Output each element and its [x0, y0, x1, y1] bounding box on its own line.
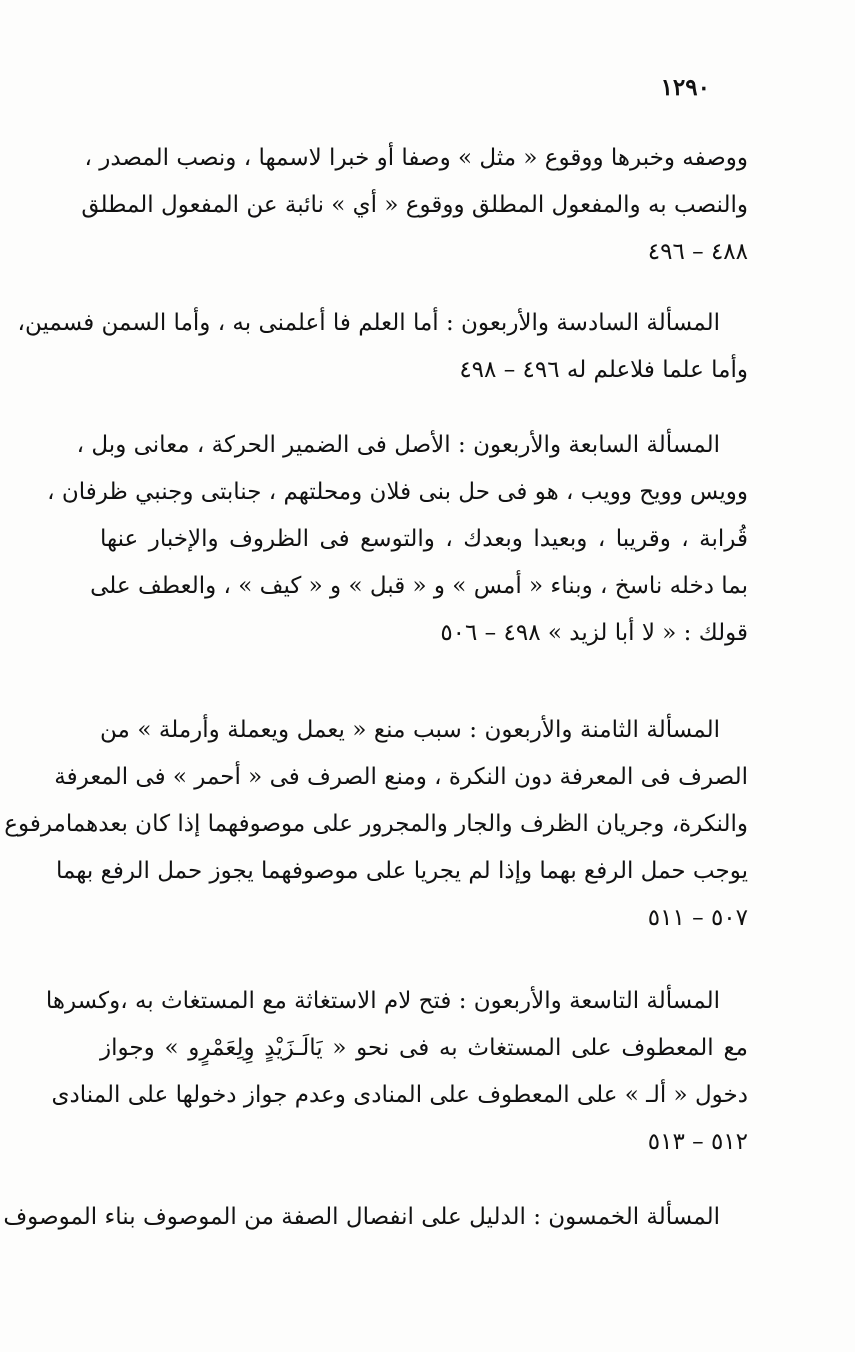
entry-heading-line: المسألة السادسة والأربعون : أما العلم فا أعلمنى به ، وأما السمن فسمين، [17, 310, 720, 336]
entry-line: بما دخله ناسخ ، وبناء « أمس » و « قبل » و « كيف » ، والعطف على [90, 573, 748, 599]
entry-heading-line: المسألة التاسعة والأربعون : فتح لام الاستغاثة مع المستغاث به ،وكسرها [45, 988, 720, 1014]
index-entry [17, 300, 748, 394]
index-entry [81, 135, 748, 276]
entry-heading-line: المسألة الثامنة والأربعون : سبب منع « يعمل ويعملة وأرملة » من [100, 717, 720, 743]
index-entry [3, 1194, 748, 1241]
entry-line: والنكرة، وجريان الظرف والجار والمجرور على موصوفهما إذا كان بعدهمامرفوع [4, 811, 748, 837]
index-entry [45, 978, 748, 1166]
entry-line: دخول « ألـ » على المعطوف على المنادى وعدم جواز دخولها على المنادى [51, 1082, 748, 1108]
index-entry [47, 422, 748, 657]
page-range: ٥١٢ – ٥١٣ [647, 1129, 748, 1155]
entry-line: وأما علما فلاعلم له ٤٩٦ – ٤٩٨ [459, 357, 748, 383]
entry-line: يوجب حمل الرفع بهما وإذا لم يجريا على موصوفهما يجوز حمل الرفع بهما [56, 858, 748, 884]
page-number: ١٢٩٠ [660, 74, 710, 101]
page-range: ٤٨٨ – ٤٩٦ [647, 239, 748, 265]
index-entry [4, 707, 748, 942]
entry-line: والنصب به والمفعول المطلق ووقوع « أي » نائبة عن المفعول المطلق [81, 192, 748, 218]
index-content [3, 135, 748, 1241]
entry-line: قُرابة ، وقريبا ، وبعيدا وبعدك ، والتوسع فى الظروف والإخبار عنها [100, 526, 748, 552]
entry-line: مع المعطوف على المستغاث به فى نحو « يَالَـزَيْدٍ وِلِعَمْرٍو » وجواز [100, 1035, 748, 1061]
entry-line: وويس وويح وويب ، هو فى حل بنى فلان ومحلتهم ، جنابتى وجنبي ظرفان ، [47, 479, 748, 505]
entry-line: ووصفه وخبرها ووقوع « مثل » وصفا أو خبرا لاسمها ، ونصب المصدر ، [84, 145, 748, 171]
entry-line: قولك : « لا أبا لزيد » ٤٩٨ – ٥٠٦ [440, 620, 748, 646]
entry-heading-line: المسألة الخمسون : الدليل على انفصال الصفة من الموصوف بناء الموصوف [3, 1204, 720, 1230]
page-range: ٥٠٧ – ٥١١ [647, 905, 748, 931]
entry-line: الصرف فى المعرفة دون النكرة ، ومنع الصرف فى « أحمر » فى المعرفة [54, 764, 748, 790]
entry-heading-line: المسألة السابعة والأربعون : الأصل فى الضمير الحركة ، معانى وبل ، [76, 432, 720, 458]
